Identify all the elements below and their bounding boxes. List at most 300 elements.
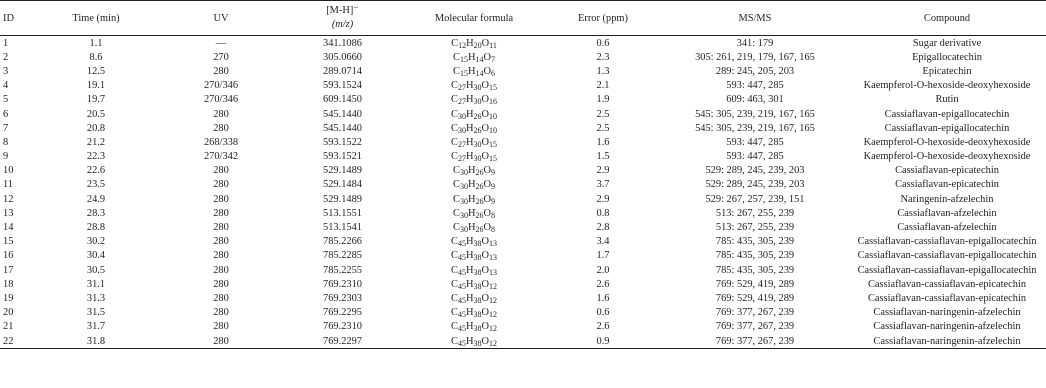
cell-time: 21.2 bbox=[86, 136, 106, 148]
table-row bbox=[0, 220, 1046, 234]
cell-mz: 289.0714 bbox=[323, 65, 362, 77]
formula-element: H bbox=[466, 37, 474, 49]
cell-id: 4 bbox=[3, 80, 9, 92]
formula-element: H bbox=[465, 122, 474, 134]
cell-msms: 529: 289, 245, 239, 203 bbox=[705, 165, 805, 177]
formula-count: 45 bbox=[457, 267, 466, 277]
formula-count: 30 bbox=[459, 196, 468, 206]
cell-id: 5 bbox=[3, 94, 9, 106]
cell-msms: 609: 463, 301 bbox=[726, 94, 784, 106]
cell-time: 22.3 bbox=[86, 151, 106, 163]
formula-element: O bbox=[481, 278, 489, 290]
cell-formula bbox=[402, 220, 546, 234]
cell-id: 12 bbox=[3, 193, 14, 205]
formula-count: 45 bbox=[457, 239, 466, 249]
formula-count: 13 bbox=[488, 239, 497, 249]
cell-mz: 545.1440 bbox=[323, 108, 362, 120]
formula-element: O bbox=[481, 307, 489, 319]
cell-uv: 280 bbox=[213, 179, 229, 191]
formula-element: C bbox=[453, 207, 460, 219]
cell-formula bbox=[402, 192, 546, 206]
formula-count: 30 bbox=[473, 97, 482, 107]
cell-error: 0.6 bbox=[596, 307, 610, 319]
table-row bbox=[0, 93, 1046, 107]
cell-uv: 270/346 bbox=[203, 94, 239, 106]
cell-formula bbox=[402, 150, 546, 164]
cell-error: 1.3 bbox=[596, 65, 610, 77]
table-row bbox=[0, 50, 1046, 64]
cell-uv: 280 bbox=[213, 236, 229, 248]
cell-time: 31.7 bbox=[86, 321, 106, 333]
cell-formula bbox=[402, 249, 546, 263]
formula-element: H bbox=[465, 136, 474, 148]
molecular-formula bbox=[451, 151, 497, 162]
cell-id: 6 bbox=[3, 108, 9, 120]
formula-count: 16 bbox=[488, 97, 497, 107]
cell-compound: Cassiaflavan-afzelechin bbox=[897, 207, 997, 219]
cell-uv: 280 bbox=[213, 122, 229, 134]
cell-error: 1.6 bbox=[596, 136, 610, 148]
formula-count: 12 bbox=[488, 324, 497, 334]
cell-time: 22.6 bbox=[86, 165, 106, 177]
formula-element: O bbox=[481, 94, 489, 106]
table-row bbox=[0, 235, 1046, 249]
header-time: Time (min) bbox=[33, 1, 159, 36]
cell-compound: Cassiaflavan-naringenin-afzelechin bbox=[850, 334, 1046, 349]
header-uv: UV bbox=[159, 1, 283, 36]
formula-element: H bbox=[465, 335, 474, 347]
cell-error: 2.6 bbox=[596, 278, 610, 290]
cell-formula bbox=[402, 334, 546, 349]
formula-element: O bbox=[481, 80, 489, 92]
formula-element: C bbox=[451, 250, 458, 262]
cell-uv: 280 bbox=[213, 278, 229, 290]
formula-count: 11 bbox=[489, 40, 497, 50]
cell-mz: 593.1521 bbox=[323, 151, 362, 163]
cell-error: 3.4 bbox=[596, 236, 610, 248]
cell-time: 12.5 bbox=[86, 65, 106, 77]
formula-element: O bbox=[483, 207, 491, 219]
molecular-formula bbox=[451, 236, 497, 247]
cell-mz: 513.1541 bbox=[323, 222, 362, 234]
cell-msms: 529: 267, 257, 239, 151 bbox=[705, 193, 805, 205]
table-header-row bbox=[0, 1, 1046, 36]
formula-element: O bbox=[481, 335, 489, 347]
cell-uv: 280 bbox=[213, 193, 229, 205]
formula-count: 10 bbox=[488, 125, 497, 135]
formula-element: H bbox=[465, 236, 474, 248]
formula-element: O bbox=[483, 165, 491, 177]
formula-count: 38 bbox=[473, 281, 482, 291]
formula-element: O bbox=[481, 108, 489, 120]
formula-element: H bbox=[465, 278, 474, 290]
cell-uv: 280 bbox=[213, 307, 229, 319]
cell-id: 16 bbox=[3, 250, 14, 262]
formula-count: 15 bbox=[459, 68, 468, 78]
header-mh: [M-H]⁻ bbox=[326, 5, 359, 16]
cell-compound: Cassiaflavan-cassiaflavan-epigallocatechin bbox=[857, 250, 1037, 262]
formula-count: 26 bbox=[473, 125, 482, 135]
cell-msms: 785: 435, 305, 239 bbox=[715, 250, 795, 262]
formula-count: 38 bbox=[473, 310, 482, 320]
cell-time: 30.5 bbox=[86, 264, 106, 276]
formula-count: 13 bbox=[488, 253, 497, 263]
cell-compound: Cassiaflavan-cassiaflavan-epigallocatechin bbox=[857, 236, 1037, 248]
cell-id: 8 bbox=[3, 136, 9, 148]
table-row bbox=[0, 277, 1046, 291]
formula-element: H bbox=[465, 264, 474, 276]
cell-msms: 305: 261, 219, 179, 167, 165 bbox=[695, 51, 815, 63]
formula-element: C bbox=[453, 222, 460, 234]
table-row bbox=[0, 263, 1046, 277]
formula-element: C bbox=[451, 236, 458, 248]
formula-count: 12 bbox=[488, 310, 497, 320]
cell-uv: 270/342 bbox=[203, 151, 239, 163]
cell-error: 2.0 bbox=[596, 264, 610, 276]
cell-formula bbox=[402, 50, 546, 64]
molecular-formula bbox=[451, 250, 497, 261]
molecular-formula bbox=[451, 123, 497, 134]
cell-formula bbox=[402, 291, 546, 305]
cell-mz: 513.1551 bbox=[323, 207, 362, 219]
formula-element: O bbox=[481, 292, 489, 304]
formula-count: 27 bbox=[457, 154, 466, 164]
cell-time: 19.7 bbox=[86, 94, 106, 106]
cell-time: 30.4 bbox=[86, 250, 106, 262]
cell-uv: 280 bbox=[213, 207, 229, 219]
formula-element: C bbox=[451, 335, 458, 347]
cell-msms: 513: 267, 255, 239 bbox=[715, 207, 795, 219]
formula-element: H bbox=[465, 321, 474, 333]
cell-id: 1 bbox=[3, 37, 9, 49]
formula-element: O bbox=[483, 65, 491, 77]
molecular-formula bbox=[451, 321, 497, 332]
cell-time: 19.1 bbox=[86, 80, 106, 92]
cell-error: 2.1 bbox=[596, 80, 610, 92]
cell-error: 2.8 bbox=[596, 222, 610, 234]
cell-error: 2.5 bbox=[596, 122, 610, 134]
cell-id: 9 bbox=[3, 151, 9, 163]
cell-uv: 268/338 bbox=[203, 136, 239, 148]
cell-msms: 785: 435, 305, 239 bbox=[715, 264, 795, 276]
molecular-formula bbox=[453, 165, 495, 176]
cell-compound: Sugar derivative bbox=[912, 37, 982, 49]
formula-element: C bbox=[451, 278, 458, 290]
table-row bbox=[0, 306, 1046, 320]
cell-msms: 593: 447, 285 bbox=[726, 80, 784, 92]
table-row bbox=[0, 334, 1046, 349]
formula-count: 30 bbox=[459, 168, 468, 178]
table-row bbox=[0, 150, 1046, 164]
cell-formula bbox=[402, 178, 546, 192]
molecular-formula bbox=[451, 80, 497, 91]
formula-count: 30 bbox=[457, 125, 466, 135]
cell-compound: Cassiaflavan-naringenin-afzelechin bbox=[873, 321, 1021, 333]
formula-element: C bbox=[451, 321, 458, 333]
cell-id: 19 bbox=[3, 292, 14, 304]
cell-msms: 529: 289, 245, 239, 203 bbox=[705, 179, 805, 191]
cell-error: 2.9 bbox=[596, 193, 610, 205]
cell-id: 17 bbox=[3, 264, 14, 276]
cell-mz: 529.1489 bbox=[323, 193, 362, 205]
formula-element: O bbox=[481, 250, 489, 262]
formula-element: O bbox=[483, 193, 491, 205]
cell-time: 31.3 bbox=[86, 292, 106, 304]
cell-time: 23.5 bbox=[86, 179, 106, 191]
cell-mz: 609.1450 bbox=[323, 94, 362, 106]
formula-count: 45 bbox=[457, 324, 466, 334]
formula-count: 9 bbox=[490, 168, 495, 178]
cell-uv: 280 bbox=[213, 222, 229, 234]
cell-formula bbox=[402, 164, 546, 178]
formula-count: 12 bbox=[488, 281, 497, 291]
formula-element: O bbox=[483, 179, 491, 191]
formula-element: H bbox=[465, 94, 474, 106]
cell-msms: 769: 377, 267, 239 bbox=[715, 321, 795, 333]
cell-mz: 785.2285 bbox=[323, 250, 362, 262]
formula-element: C bbox=[451, 37, 459, 49]
cell-error: 2.3 bbox=[596, 51, 610, 63]
table-row bbox=[0, 121, 1046, 135]
cell-msms: 593: 447, 285 bbox=[726, 136, 784, 148]
formula-count: 15 bbox=[488, 83, 497, 93]
table-row bbox=[0, 79, 1046, 93]
molecular-formula bbox=[451, 336, 497, 347]
formula-count: 26 bbox=[475, 196, 484, 206]
cell-mz: 785.2255 bbox=[323, 264, 362, 276]
formula-element: H bbox=[467, 222, 476, 234]
cell-msms: 769: 529, 419, 289 bbox=[715, 278, 795, 290]
molecular-formula bbox=[453, 208, 495, 219]
cell-uv: 280 bbox=[213, 65, 229, 77]
molecular-formula bbox=[451, 137, 497, 148]
formula-count: 27 bbox=[457, 139, 466, 149]
cell-mz: 593.1522 bbox=[323, 136, 362, 148]
formula-count: 9 bbox=[490, 182, 495, 192]
cell-uv: 280 bbox=[213, 108, 229, 120]
table-row bbox=[0, 135, 1046, 149]
formula-element: C bbox=[453, 51, 460, 63]
cell-compound: Cassiaflavan-epicatechin bbox=[895, 179, 999, 191]
cell-uv: 280 bbox=[159, 334, 283, 349]
cell-formula bbox=[402, 263, 546, 277]
cell-mz: 529.1489 bbox=[323, 165, 362, 177]
cell-mz: 769.2310 bbox=[323, 278, 362, 290]
formula-count: 14 bbox=[475, 68, 484, 78]
cell-mz: 341.1086 bbox=[323, 37, 362, 49]
formula-count: 8 bbox=[490, 225, 495, 235]
cell-id: 11 bbox=[3, 179, 14, 191]
cell-error: 2.5 bbox=[596, 108, 610, 120]
formula-element: H bbox=[467, 165, 476, 177]
cell-compound: Cassiaflavan-naringenin-afzelechin bbox=[873, 307, 1021, 319]
formula-element: C bbox=[453, 179, 460, 191]
molecular-formula bbox=[451, 94, 497, 105]
cell-formula bbox=[402, 320, 546, 334]
cell-error: 0.6 bbox=[596, 37, 610, 49]
formula-element: O bbox=[483, 51, 491, 63]
cell-id: 10 bbox=[3, 165, 14, 177]
cell-time: 31.1 bbox=[86, 278, 106, 290]
formula-count: 38 bbox=[473, 267, 482, 277]
formula-count: 27 bbox=[457, 83, 466, 93]
cell-id: 18 bbox=[3, 278, 14, 290]
cell-msms: 785: 435, 305, 239 bbox=[715, 236, 795, 248]
cell-error: 2.6 bbox=[596, 321, 610, 333]
formula-element: C bbox=[451, 94, 458, 106]
molecular-formula bbox=[451, 109, 497, 120]
cell-time: 28.8 bbox=[86, 222, 106, 234]
formula-element: C bbox=[451, 264, 458, 276]
formula-element: C bbox=[451, 80, 458, 92]
formula-count: 38 bbox=[473, 253, 482, 263]
formula-count: 45 bbox=[457, 338, 466, 348]
molecular-formula bbox=[453, 222, 495, 233]
cell-id: 14 bbox=[3, 222, 14, 234]
formula-element: O bbox=[481, 136, 489, 148]
cell-uv: — bbox=[215, 37, 227, 49]
formula-element: O bbox=[481, 37, 490, 49]
cell-compound: Epigallocatechin bbox=[912, 51, 982, 63]
molecular-formula bbox=[451, 38, 497, 49]
cell-time: 8.6 bbox=[89, 51, 103, 63]
formula-element: O bbox=[483, 222, 491, 234]
header-compound: Compound bbox=[850, 1, 1046, 36]
cell-time: 28.3 bbox=[86, 207, 106, 219]
cell-mz: 769.2303 bbox=[323, 292, 362, 304]
formula-count: 14 bbox=[475, 54, 484, 64]
cell-formula bbox=[402, 36, 546, 51]
table-row bbox=[0, 192, 1046, 206]
formula-count: 30 bbox=[459, 182, 468, 192]
cell-id: 21 bbox=[3, 321, 14, 333]
cell-time: 31.5 bbox=[86, 307, 106, 319]
formula-element: C bbox=[451, 151, 458, 163]
table-row bbox=[0, 320, 1046, 334]
table-row bbox=[0, 178, 1046, 192]
formula-count: 12 bbox=[488, 338, 497, 348]
formula-count: 30 bbox=[459, 225, 468, 235]
formula-count: 12 bbox=[458, 40, 467, 50]
cell-time: 1.1 bbox=[89, 37, 103, 49]
cell-compound: Cassiaflavan-epigallocatechin bbox=[884, 108, 1010, 120]
cell-compound: Kaempferol-O-hexoside-deoxyhexoside bbox=[863, 80, 1031, 92]
cell-error: 0.8 bbox=[596, 207, 610, 219]
formula-element: C bbox=[453, 165, 460, 177]
cell-id: 15 bbox=[3, 236, 14, 248]
cell-uv: 280 bbox=[213, 250, 229, 262]
cell-id: 3 bbox=[3, 65, 9, 77]
table-row bbox=[0, 36, 1046, 51]
cell-msms: 545: 305, 239, 219, 167, 165 bbox=[695, 122, 815, 134]
header-msms: MS/MS bbox=[660, 1, 850, 36]
cell-error: 1.7 bbox=[596, 250, 610, 262]
formula-count: 30 bbox=[473, 139, 482, 149]
formula-count: 38 bbox=[473, 295, 482, 305]
molecular-formula bbox=[453, 194, 495, 205]
cell-compound: Epicatechin bbox=[922, 65, 972, 77]
cell-id: 7 bbox=[3, 122, 9, 134]
formula-count: 30 bbox=[457, 111, 466, 121]
cell-msms: 289: 245, 205, 203 bbox=[715, 65, 795, 77]
table-row bbox=[0, 206, 1046, 220]
formula-count: 15 bbox=[488, 154, 497, 164]
formula-element: H bbox=[467, 207, 476, 219]
formula-element: C bbox=[453, 193, 460, 205]
formula-element: H bbox=[465, 108, 474, 120]
formula-count: 45 bbox=[457, 281, 466, 291]
cell-mz: 593.1524 bbox=[323, 80, 362, 92]
cell-id: 13 bbox=[3, 207, 14, 219]
cell-formula bbox=[402, 107, 546, 121]
formula-count: 26 bbox=[473, 111, 482, 121]
cell-uv: 280 bbox=[213, 292, 229, 304]
cell-compound: Cassiaflavan-cassiaflavan-epigallocatechin bbox=[857, 264, 1037, 276]
cell-msms: 769: 529, 419, 289 bbox=[715, 292, 795, 304]
cell-mz: 545.1440 bbox=[323, 122, 362, 134]
cell-compound: Cassiaflavan-epicatechin bbox=[895, 165, 999, 177]
cell-compound: Cassiaflavan-afzelechin bbox=[897, 222, 997, 234]
formula-count: 7 bbox=[490, 54, 495, 64]
cell-compound: Kaempferol-O-hexoside-deoxyhexoside bbox=[863, 136, 1031, 148]
formula-element: H bbox=[467, 51, 476, 63]
cell-formula bbox=[402, 206, 546, 220]
formula-count: 30 bbox=[473, 83, 482, 93]
molecular-formula bbox=[453, 52, 495, 63]
formula-count: 45 bbox=[457, 295, 466, 305]
cell-uv: 280 bbox=[213, 264, 229, 276]
cell-id: 22 bbox=[0, 334, 33, 349]
cell-error: 1.9 bbox=[596, 94, 610, 106]
cell-mz: 769.2297 bbox=[283, 334, 402, 349]
cell-error: 1.5 bbox=[596, 151, 610, 163]
formula-count: 38 bbox=[473, 324, 482, 334]
formula-count: 26 bbox=[475, 168, 484, 178]
cell-msms: 545: 305, 239, 219, 167, 165 bbox=[695, 108, 815, 120]
header-mz-unit: (m/z) bbox=[331, 19, 354, 30]
molecular-formula bbox=[453, 179, 495, 190]
cell-time: 20.8 bbox=[86, 122, 106, 134]
formula-element: H bbox=[465, 80, 474, 92]
cell-msms: 341: 179 bbox=[736, 37, 774, 49]
cell-msms: 513: 267, 255, 239 bbox=[715, 222, 795, 234]
cell-msms: 593: 447, 285 bbox=[726, 151, 784, 163]
formula-count: 26 bbox=[475, 182, 484, 192]
formula-count: 20 bbox=[473, 40, 482, 50]
cell-mz: 529.1484 bbox=[323, 179, 362, 191]
cell-formula bbox=[402, 93, 546, 107]
molecular-formula bbox=[453, 66, 495, 77]
cell-formula bbox=[402, 79, 546, 93]
cell-error: 1.6 bbox=[596, 292, 610, 304]
formula-count: 12 bbox=[488, 295, 497, 305]
formula-element: H bbox=[467, 179, 476, 191]
cell-id: 20 bbox=[3, 307, 14, 319]
formula-element: H bbox=[467, 193, 476, 205]
header-id: ID bbox=[0, 1, 33, 36]
cell-compound: Rutin bbox=[935, 94, 959, 106]
table-row bbox=[0, 249, 1046, 263]
cell-compound: Cassiaflavan-cassiaflavan-epicatechin bbox=[867, 292, 1027, 304]
cell-time: 30.2 bbox=[86, 236, 106, 248]
formula-count: 27 bbox=[457, 97, 466, 107]
header-error: Error (ppm) bbox=[546, 1, 660, 36]
formula-count: 38 bbox=[473, 239, 482, 249]
cell-compound: Naringenin-afzelechin bbox=[900, 193, 994, 205]
formula-element: C bbox=[451, 122, 458, 134]
formula-element: C bbox=[451, 292, 458, 304]
cell-mz: 769.2295 bbox=[323, 307, 362, 319]
